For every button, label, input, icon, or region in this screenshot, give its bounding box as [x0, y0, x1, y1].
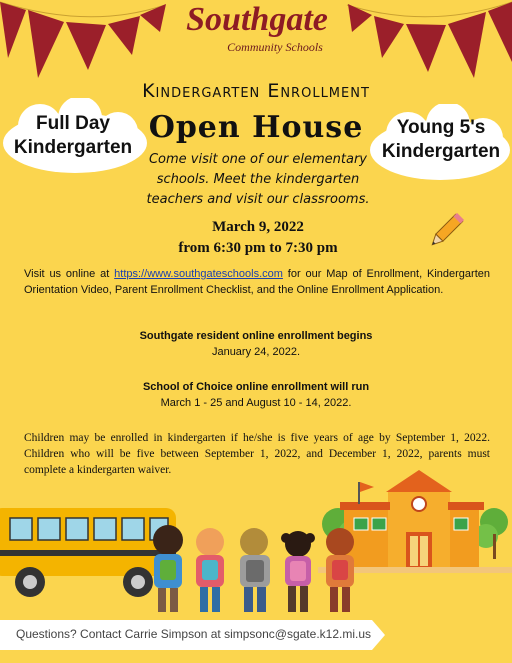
- intro-line3: teachers and visit our classrooms.: [146, 192, 370, 207]
- left-cloud-line2: Kindergarten: [13, 137, 133, 158]
- right-cloud-line2: Kindergarten: [381, 141, 501, 162]
- pencil-icon: [425, 210, 465, 255]
- intro-line1: Come visit one of our elementary: [148, 152, 367, 167]
- children-group: [146, 520, 366, 620]
- logo-subtitle: Community Schools: [227, 40, 323, 54]
- choice-heading: School of Choice online enrollment will run: [142, 381, 370, 393]
- right-cloud-line1: Young 5's: [396, 117, 486, 138]
- event-date: March 9, 2022: [212, 219, 304, 235]
- eligibility-paragraph: Children may be enrolled in kindergarten if he/she is five years of age by September 1, 2022. Children who will be five between September 1, 2022, and December 1, 2022, parents must complete a kindergarten waiver.: [24, 432, 490, 476]
- young-5s-kindergarten-label: [374, 116, 508, 164]
- intro-text: [140, 150, 376, 210]
- resident-heading: Southgate resident online enrollment begins: [139, 330, 373, 342]
- event-datetime: [140, 217, 376, 259]
- resident-date: January 24, 2022.: [211, 346, 301, 358]
- intro-line2: schools. Meet the kindergarten: [156, 172, 360, 187]
- contact-text: Questions? Contact Carrie Simpson at simpsonc@sgate.k12.mi.us: [16, 627, 372, 641]
- event-time: from 6:30 pm to 7:30 pm: [178, 240, 338, 256]
- choice-dates: March 1 - 25 and August 10 - 14, 2022.: [160, 397, 352, 409]
- school-of-choice-enrollment: [40, 379, 472, 411]
- left-cloud-line1: Full Day: [36, 113, 110, 134]
- logo-wordmark: Southgate: [186, 1, 328, 38]
- online-suffix: for our Map of Enrollment, Kindergarten Orientation Video, Parent Enrollment Checklist, and the Online Enrollment Application.: [24, 268, 490, 296]
- kindergarten-enrollment-heading: Kindergarten Enrollment: [142, 80, 370, 102]
- resident-enrollment: [40, 328, 472, 360]
- open-house-title: Open House: [148, 110, 364, 145]
- website-link[interactable]: https://www.southgateschools.com: [114, 268, 283, 280]
- online-prefix: Visit us online at: [24, 268, 110, 280]
- online-info-paragraph: [24, 266, 490, 298]
